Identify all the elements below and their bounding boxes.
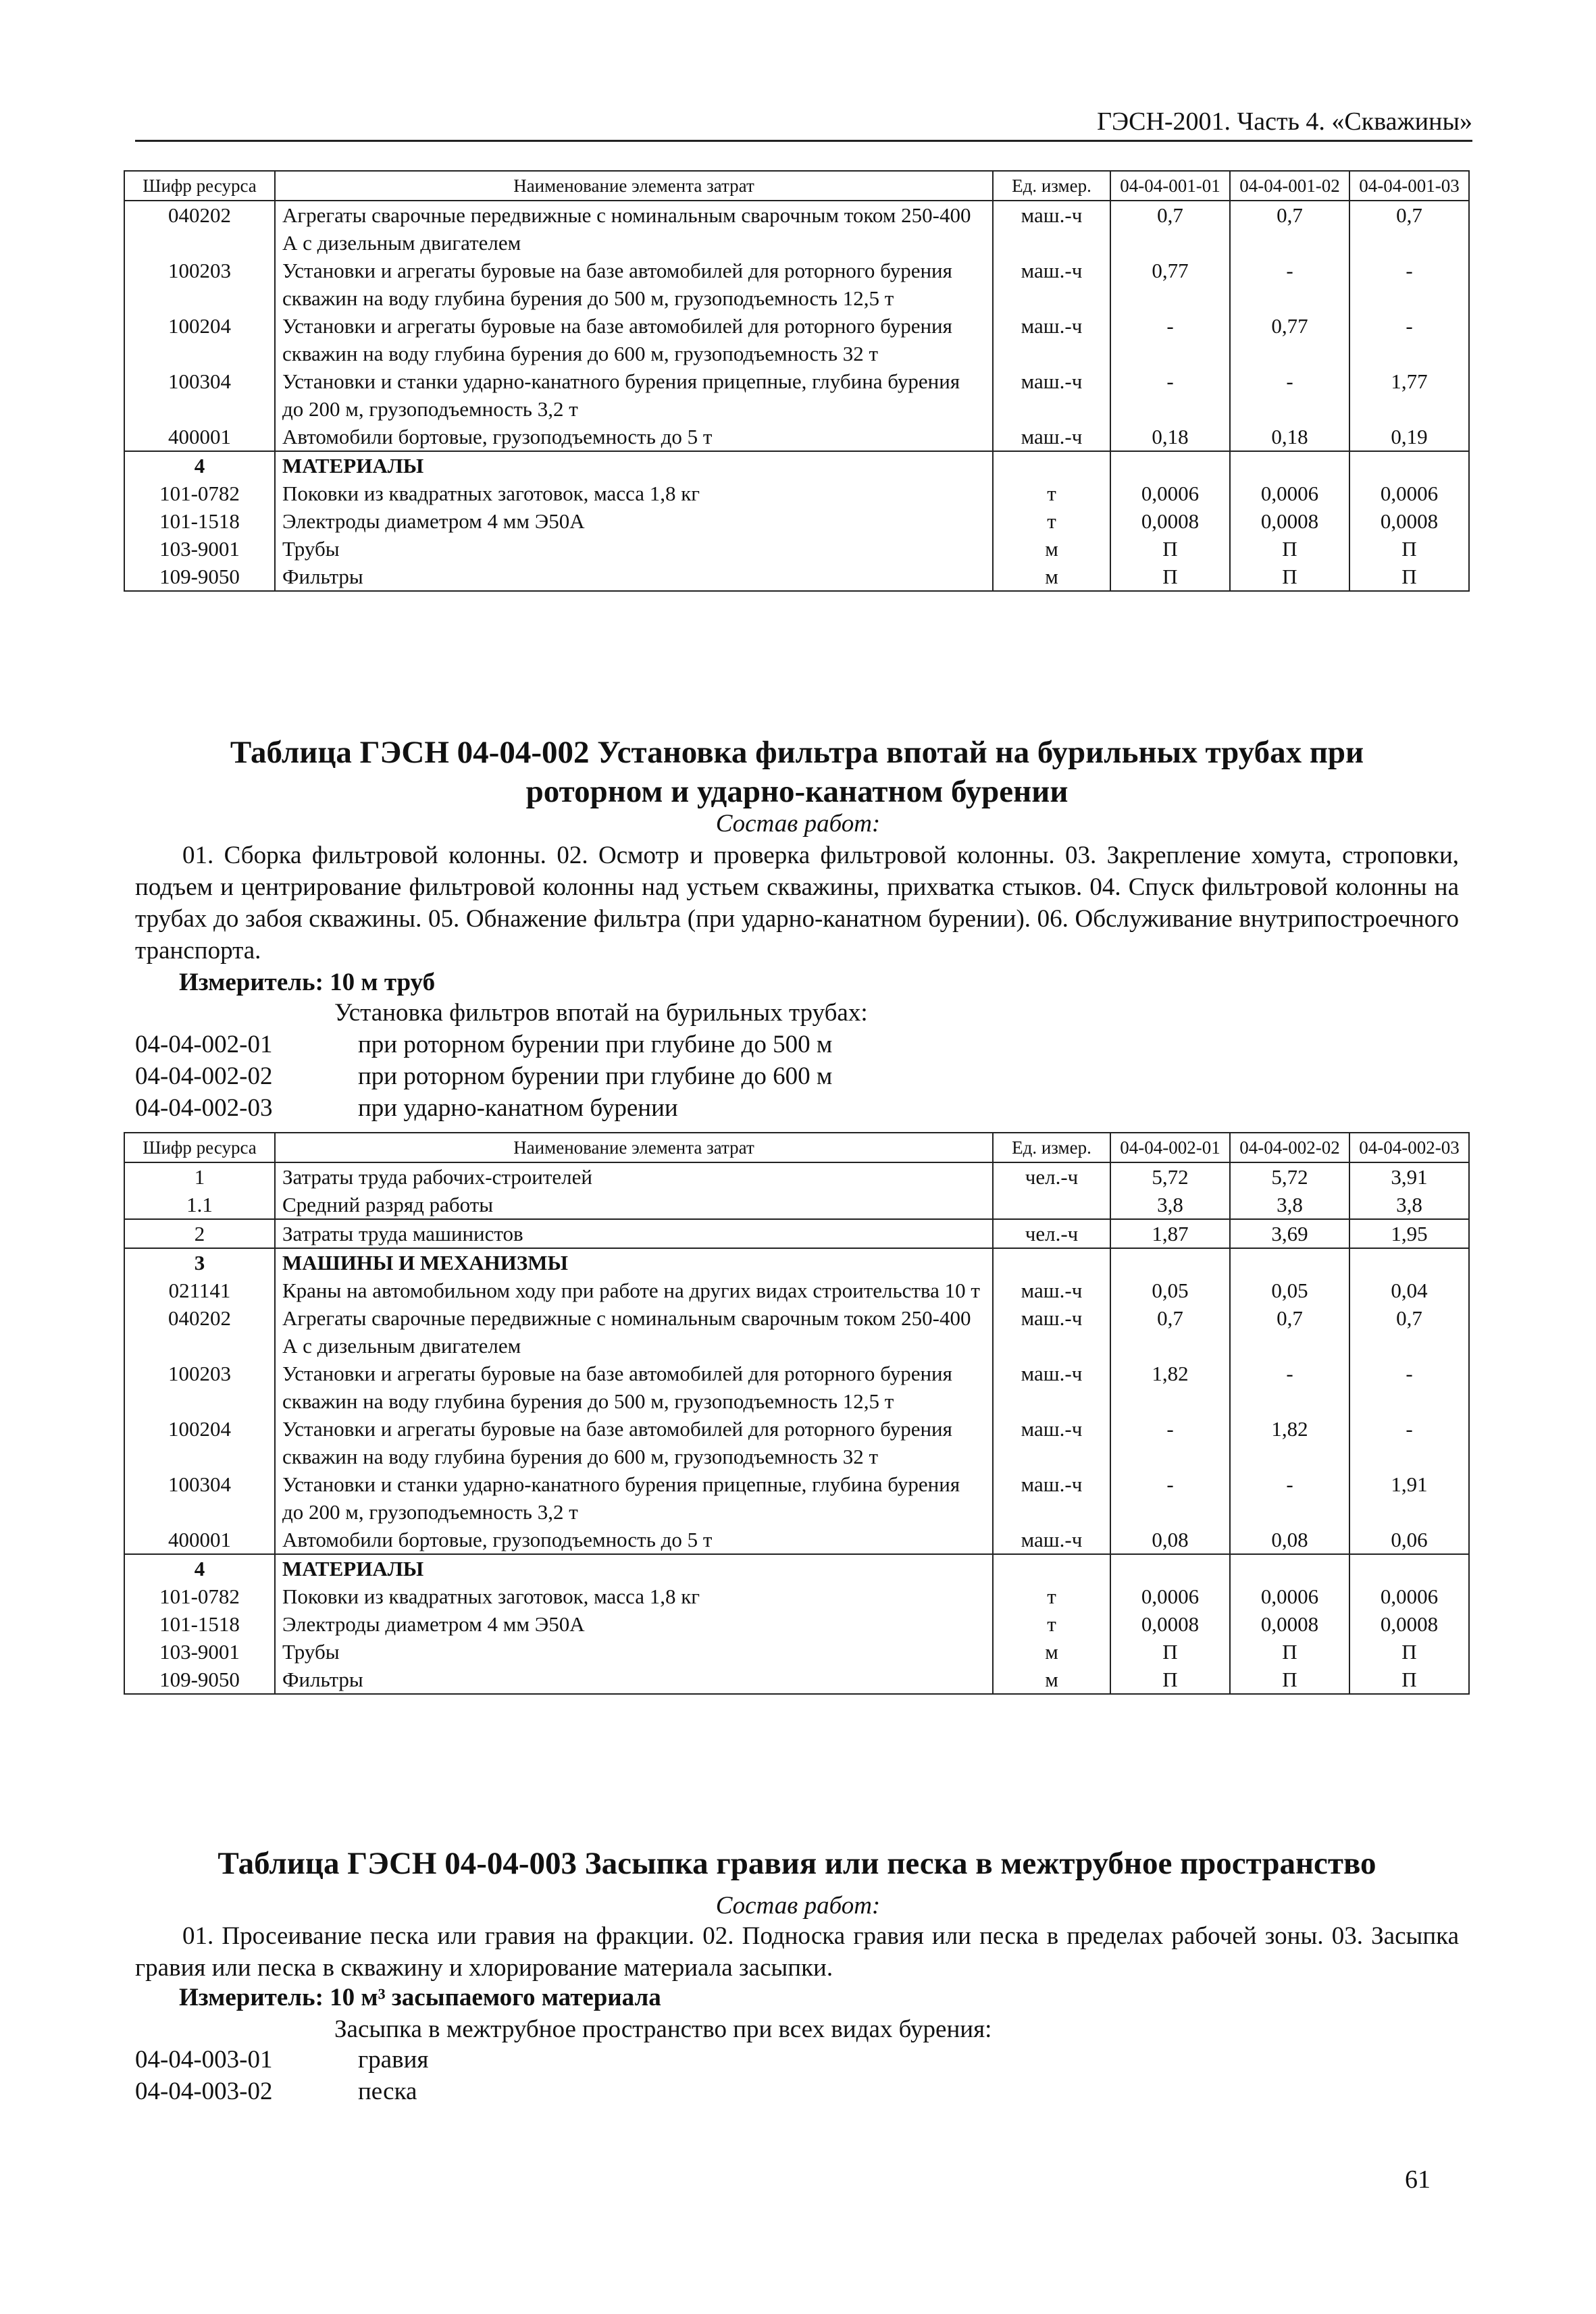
table-row [124, 1219, 1469, 1248]
norm-value-3: П [1349, 1666, 1469, 1694]
norm-value-2: 0,7 [1230, 1304, 1349, 1360]
variant-text: песка [358, 2078, 417, 2105]
norm-value-3: П [1349, 563, 1469, 591]
unit-of-measure: маш.-ч [993, 423, 1110, 451]
norm-value-3: 0,7 [1349, 201, 1469, 257]
norm-value-2: 0,18 [1230, 423, 1349, 451]
resource-code: 400001 [124, 423, 275, 451]
norm-value-2: П [1230, 563, 1349, 591]
norm-value-2: - [1230, 257, 1349, 312]
unit-of-measure: маш.-ч [993, 1304, 1110, 1360]
norm-value-2: 0,77 [1230, 312, 1349, 367]
resource-name: Установки и агрегаты буровые на базе автомобилей для роторного бурения скважин на воду глубина бурения до 500 м, грузоподъемность 12,5 т [275, 257, 993, 312]
norm-value-2: - [1230, 1470, 1349, 1526]
variant-code: 04-04-002-01 [135, 1031, 273, 1058]
norm-value-1: 0,05 [1110, 1277, 1230, 1304]
unit-of-measure: маш.-ч [993, 1526, 1110, 1554]
resource-code: 3 [124, 1248, 275, 1277]
variant-item [135, 1060, 832, 1092]
resource-code: 100204 [124, 1415, 275, 1470]
table-row [124, 1638, 1469, 1666]
norm-value-2: - [1230, 1360, 1349, 1415]
running-head: ГЭСН-2001. Часть 4. «Скважины» [1097, 107, 1472, 136]
norm-value-3: 0,7 [1349, 1304, 1469, 1360]
unit-of-measure: маш.-ч [993, 312, 1110, 367]
resource-code: 100304 [124, 1470, 275, 1526]
resource-name: Автомобили бортовые, грузоподъемность до 5 т [275, 1526, 993, 1554]
norm-value-2: 1,82 [1230, 1415, 1349, 1470]
table-row [124, 535, 1469, 563]
norm-value-3: 0,19 [1349, 423, 1469, 451]
resource-code: 109-9050 [124, 1666, 275, 1694]
header-col-1: 04-04-002-01 [1110, 1133, 1230, 1162]
norm-value-3: - [1349, 1360, 1469, 1415]
section2-meter: Измеритель: 10 м труб [179, 969, 436, 996]
norm-value-1: - [1110, 312, 1230, 367]
norm-value-3: 0,04 [1349, 1277, 1469, 1304]
resource-name: Установки и станки ударно-канатного бурения прицепные, глубина бурения до 200 м, грузоподъемность 3,2 т [275, 1470, 993, 1526]
norm-value-2: 0,7 [1230, 201, 1349, 257]
page-number: 61 [1405, 2165, 1431, 2194]
norm-value-3: П [1349, 1638, 1469, 1666]
norm-value-3: 0,0006 [1349, 480, 1469, 507]
resource-code: 100204 [124, 312, 275, 367]
norm-value-1: П [1110, 535, 1230, 563]
resource-code: 101-0782 [124, 480, 275, 507]
norm-value-3 [1349, 1554, 1469, 1583]
unit-of-measure: маш.-ч [993, 1360, 1110, 1415]
variant-code: 04-04-002-03 [135, 1094, 273, 1122]
unit-of-measure: м [993, 1638, 1110, 1666]
norm-value-2: 0,0006 [1230, 1583, 1349, 1610]
norm-value-1: - [1110, 1415, 1230, 1470]
header-col-1: 04-04-001-01 [1110, 171, 1230, 201]
resource-name: Фильтры [275, 1666, 993, 1694]
resource-code: 103-9001 [124, 535, 275, 563]
resource-code: 100304 [124, 367, 275, 423]
table-row [124, 1554, 1469, 1583]
section3-meter: Измеритель: 10 м³ засыпаемого материала [179, 1984, 661, 2011]
variant-text: при роторном бурении при глубине до 600 м [358, 1062, 833, 1090]
norm-value-1 [1110, 451, 1230, 480]
table-row [124, 1610, 1469, 1638]
resource-name: Агрегаты сварочные передвижные с номинальным сварочным током 250-400 А с дизельным двигателем [275, 1304, 993, 1360]
variant-code: 04-04-003-01 [135, 2046, 273, 2074]
norm-value-2 [1230, 1554, 1349, 1583]
section3-variants-list [135, 2044, 428, 2107]
unit-of-measure: м [993, 563, 1110, 591]
section3-variants-head: Засыпка в межтрубное пространство при всех видах бурения: [334, 2015, 992, 2043]
table-row [124, 480, 1469, 507]
norm-value-1: 0,08 [1110, 1526, 1230, 1554]
section2-composition-text: 01. Сборка фильтровой колонны. 02. Осмотр и проверка фильтровой колонны. 03. Закрепление хомута, строповки, подъем и центрирование фильтровой колонны над устьем скважины, прихватка стыков. 04. Спуск фильтровой колонны на трубах до забоя скважины. 05. Обнажение фильтра (при ударно-канатном бурении). 06. Обслуживание внутрипостроечного транспорта. [135, 842, 1459, 965]
variant-text: при роторном бурении при глубине до 500 м [358, 1031, 833, 1058]
resource-name: Установки и агрегаты буровые на базе автомобилей для роторного бурения скважин на воду глубина бурения до 600 м, грузоподъемность 32 т [275, 312, 993, 367]
resource-code: 1.1 [124, 1191, 275, 1219]
unit-of-measure [993, 1191, 1110, 1219]
table-row [124, 423, 1469, 451]
norm-value-2: П [1230, 1638, 1349, 1666]
resource-name: Агрегаты сварочные передвижные с номинальным сварочным током 250-400 А с дизельным двигателем [275, 201, 993, 257]
norm-value-1: 1,82 [1110, 1360, 1230, 1415]
norm-value-2: 0,0006 [1230, 480, 1349, 507]
variant-code: 04-04-003-02 [135, 2078, 273, 2105]
norm-value-1: 0,0008 [1110, 1610, 1230, 1638]
resource-name: Электроды диаметром 4 мм Э50А [275, 1610, 993, 1638]
unit-of-measure [993, 1554, 1110, 1583]
table-row [124, 1360, 1469, 1415]
variant-text: гравия [358, 2046, 429, 2074]
norm-value-1: 0,0006 [1110, 1583, 1230, 1610]
unit-of-measure: маш.-ч [993, 1415, 1110, 1470]
resource-code: 101-0782 [124, 1583, 275, 1610]
norm-value-1: 3,8 [1110, 1191, 1230, 1219]
resource-code: 4 [124, 1554, 275, 1583]
resource-name: МАТЕРИАЛЫ [275, 451, 993, 480]
norm-value-1 [1110, 1248, 1230, 1277]
resource-name: Электроды диаметром 4 мм Э50А [275, 507, 993, 535]
header-rule [135, 140, 1472, 142]
norm-value-3: 0,06 [1349, 1526, 1469, 1554]
norm-value-2: 0,08 [1230, 1526, 1349, 1554]
resource-name: Затраты труда рабочих-строителей [275, 1162, 993, 1191]
unit-of-measure: т [993, 1583, 1110, 1610]
unit-of-measure [993, 1248, 1110, 1277]
norm-value-2: 5,72 [1230, 1162, 1349, 1191]
resource-name: Установки и агрегаты буровые на базе автомобилей для роторного бурения скважин на воду глубина бурения до 500 м, грузоподъемность 12,5 т [275, 1360, 993, 1415]
norm-value-3: 1,95 [1349, 1219, 1469, 1248]
resource-name: Поковки из квадратных заготовок, масса 1,8 кг [275, 480, 993, 507]
norm-value-2: 0,0008 [1230, 507, 1349, 535]
norm-value-3: П [1349, 535, 1469, 563]
resource-code: 100203 [124, 257, 275, 312]
resource-code: 2 [124, 1219, 275, 1248]
norm-value-1: 0,77 [1110, 257, 1230, 312]
table-row [124, 1526, 1469, 1554]
unit-of-measure: маш.-ч [993, 257, 1110, 312]
variant-code: 04-04-002-02 [135, 1062, 273, 1090]
norm-value-3: - [1349, 257, 1469, 312]
unit-of-measure: чел.-ч [993, 1162, 1110, 1191]
norm-value-3 [1349, 451, 1469, 480]
header-name: Наименование элемента затрат [275, 1133, 993, 1162]
unit-of-measure: м [993, 535, 1110, 563]
table-row [124, 451, 1469, 480]
norm-value-2: 3,69 [1230, 1219, 1349, 1248]
section2-composition-label: Состав работ: [715, 810, 881, 838]
table-row [124, 1304, 1469, 1360]
norm-value-3 [1349, 1248, 1469, 1277]
resource-name: МАШИНЫ И МЕХАНИЗМЫ [275, 1248, 993, 1277]
table-header-row [124, 1133, 1469, 1162]
norm-value-1: П [1110, 563, 1230, 591]
unit-of-measure: маш.-ч [993, 201, 1110, 257]
resource-name: Затраты труда машинистов [275, 1219, 993, 1248]
table-row [124, 1162, 1469, 1191]
table-row [124, 1415, 1469, 1470]
norm-value-2 [1230, 451, 1349, 480]
section3-composition-text: 01. Просеивание песка или гравия на фракции. 02. Подноска гравия или песка в пределах рабочей зоны. 03. Засыпка гравия или песка в скважину и хлорирование материала засыпки. [135, 1922, 1459, 1982]
unit-of-measure: т [993, 1610, 1110, 1638]
table-header-row [124, 171, 1469, 201]
norm-value-2: П [1230, 1666, 1349, 1694]
variant-item [135, 2076, 428, 2107]
norm-value-3: 0,0008 [1349, 1610, 1469, 1638]
norm-value-3: 0,0008 [1349, 507, 1469, 535]
table-row [124, 1470, 1469, 1526]
table-row [124, 563, 1469, 591]
table-row [124, 201, 1469, 257]
norm-value-1: - [1110, 1470, 1230, 1526]
header-col-2: 04-04-002-02 [1230, 1133, 1349, 1162]
resource-code: 109-9050 [124, 563, 275, 591]
norm-value-3: - [1349, 312, 1469, 367]
resource-code: 101-1518 [124, 507, 275, 535]
table-row [124, 1191, 1469, 1219]
table-row [124, 1666, 1469, 1694]
resource-name: Трубы [275, 1638, 993, 1666]
section3-title: Таблица ГЭСН 04-04-003 Засыпка гравия или песка в межтрубное пространство [217, 1846, 1376, 1881]
table-row [124, 1583, 1469, 1610]
norm-value-1: П [1110, 1666, 1230, 1694]
unit-of-measure: м [993, 1666, 1110, 1694]
norm-value-1: - [1110, 367, 1230, 423]
section2-variants-head: Установка фильтров впотай на бурильных трубах: [334, 999, 868, 1027]
header-col-3: 04-04-001-03 [1349, 171, 1469, 201]
table-row [124, 1248, 1469, 1277]
table-row [124, 257, 1469, 312]
norm-value-3: - [1349, 1415, 1469, 1470]
resource-code: 040202 [124, 1304, 275, 1360]
table-row [124, 312, 1469, 367]
resource-name: Трубы [275, 535, 993, 563]
section2-title [135, 733, 1459, 811]
unit-of-measure [993, 451, 1110, 480]
table-row [124, 1277, 1469, 1304]
resource-code: 400001 [124, 1526, 275, 1554]
header-col-2: 04-04-001-02 [1230, 171, 1349, 201]
norm-value-3: 1,77 [1349, 367, 1469, 423]
norm-value-2: П [1230, 535, 1349, 563]
norm-value-2: 3,8 [1230, 1191, 1349, 1219]
norm-value-1: 0,18 [1110, 423, 1230, 451]
norm-value-1: 0,7 [1110, 1304, 1230, 1360]
resource-code: 100203 [124, 1360, 275, 1415]
norm-value-3: 3,91 [1349, 1162, 1469, 1191]
variant-item [135, 1029, 832, 1060]
unit-of-measure: т [993, 480, 1110, 507]
norm-value-1: 0,0008 [1110, 507, 1230, 535]
norm-value-2: - [1230, 367, 1349, 423]
resource-name: Автомобили бортовые, грузоподъемность до 5 т [275, 423, 993, 451]
norm-value-2: 0,05 [1230, 1277, 1349, 1304]
unit-of-measure: т [993, 507, 1110, 535]
resource-name: Краны на автомобильном ходу при работе на других видах строительства 10 т [275, 1277, 993, 1304]
norm-value-1: П [1110, 1638, 1230, 1666]
resource-name: Поковки из квадратных заготовок, масса 1,8 кг [275, 1583, 993, 1610]
resource-code: 1 [124, 1162, 275, 1191]
unit-of-measure: маш.-ч [993, 367, 1110, 423]
unit-of-measure: чел.-ч [993, 1219, 1110, 1248]
section2-title-line2: роторном и ударно-канатном бурении [525, 774, 1069, 809]
norm-value-1: 0,0006 [1110, 480, 1230, 507]
norm-value-1 [1110, 1554, 1230, 1583]
norm-value-1: 5,72 [1110, 1162, 1230, 1191]
norm-value-3: 0,0006 [1349, 1583, 1469, 1610]
section3-composition-label: Состав работ: [715, 1892, 881, 1920]
header-unit: Ед. измер. [993, 171, 1110, 201]
resource-name: Фильтры [275, 563, 993, 591]
variant-item [135, 2044, 428, 2076]
norm-value-3: 3,8 [1349, 1191, 1469, 1219]
section2-variants-list [135, 1029, 832, 1124]
resource-name: Средний разряд работы [275, 1191, 993, 1219]
resource-code: 040202 [124, 201, 275, 257]
norm-value-2 [1230, 1248, 1349, 1277]
table-row [124, 367, 1469, 423]
variant-text: при ударно-канатном бурении [358, 1094, 678, 1122]
resource-name: МАТЕРИАЛЫ [275, 1554, 993, 1583]
header-code: Шифр ресурса [124, 171, 275, 201]
norm-value-3: 1,91 [1349, 1470, 1469, 1526]
resource-code: 101-1518 [124, 1610, 275, 1638]
table-row [124, 507, 1469, 535]
header-unit: Ед. измер. [993, 1133, 1110, 1162]
resource-code: 021141 [124, 1277, 275, 1304]
resource-code: 103-9001 [124, 1638, 275, 1666]
resource-name: Установки и агрегаты буровые на базе автомобилей для роторного бурения скважин на воду глубина бурения до 600 м, грузоподъемность 32 т [275, 1415, 993, 1470]
norm-value-1: 1,87 [1110, 1219, 1230, 1248]
norm-value-2: 0,0008 [1230, 1610, 1349, 1638]
header-name: Наименование элемента затрат [275, 171, 993, 201]
header-col-3: 04-04-002-03 [1349, 1133, 1469, 1162]
resource-table-04-04-001 [124, 170, 1470, 592]
unit-of-measure: маш.-ч [993, 1277, 1110, 1304]
resource-code: 4 [124, 451, 275, 480]
resource-table-04-04-002 [124, 1132, 1470, 1695]
norm-value-1: 0,7 [1110, 201, 1230, 257]
header-code: Шифр ресурса [124, 1133, 275, 1162]
unit-of-measure: маш.-ч [993, 1470, 1110, 1526]
resource-name: Установки и станки ударно-канатного бурения прицепные, глубина бурения до 200 м, грузоподъемность 3,2 т [275, 367, 993, 423]
variant-item [135, 1092, 832, 1124]
section2-title-line1: Таблица ГЭСН 04-04-002 Установка фильтра впотай на бурильных трубах при [230, 735, 1364, 770]
